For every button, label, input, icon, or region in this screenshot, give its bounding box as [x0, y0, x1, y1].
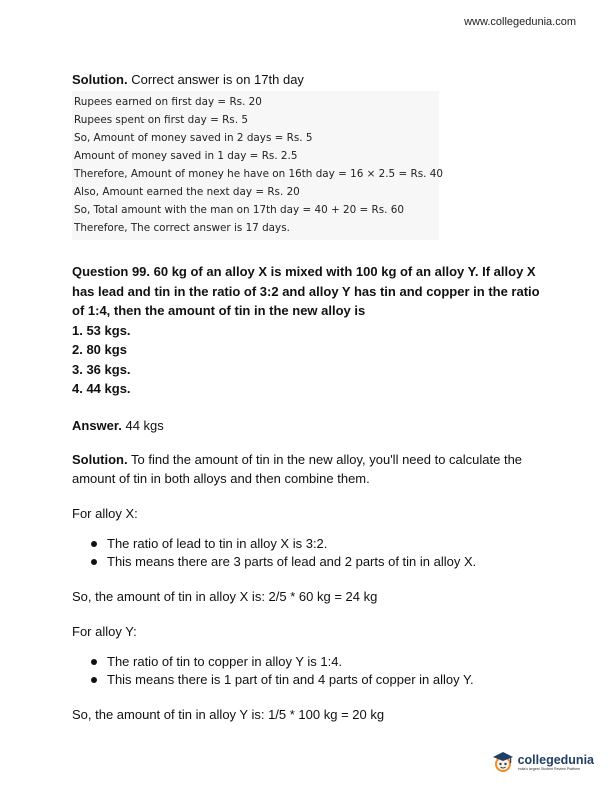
- calc-line: Rupees spent on first day = Rs. 5: [74, 114, 248, 126]
- site-url[interactable]: www.collegedunia.com: [464, 16, 576, 28]
- option-1: 1. 53 kgs.: [72, 322, 131, 338]
- solution-intro-text: To find the amount of tin in the new alloy, you'll need to calculate the amount of tin in both alloys and then combine them.: [72, 451, 523, 486]
- prev-solution-text: Correct answer is on 17th day: [131, 72, 304, 87]
- bullet-item: The ratio of lead to tin in alloy X is 3:2.: [107, 535, 542, 553]
- option-4: 4. 44 kgs.: [72, 381, 131, 396]
- alloy-y-bullets: [72, 653, 542, 689]
- calc-line: So, Amount of money saved in 2 days = Rs. 5: [74, 132, 313, 144]
- calc-line: Therefore, The correct answer is 17 days.: [74, 222, 290, 234]
- answer-value: 44 kgs: [125, 417, 164, 433]
- option-3: 3. 36 kgs.: [72, 361, 131, 377]
- calc-line: Also, Amount earned the next day = Rs. 20: [74, 186, 300, 198]
- collegedunia-logo: [491, 750, 594, 774]
- prev-solution-label: Solution.: [72, 72, 128, 87]
- alloy-y-result: So, the amount of tin in alloy Y is: 1/5 * 100 kg = 20 kg: [72, 706, 385, 722]
- alloy-y-heading: For alloy Y:: [72, 623, 137, 639]
- question-text: Question 99. 60 kg of an alloy X is mixed with 100 kg of an alloy Y. If alloy X has lead and tin in the ratio of 3:2 and alloy Y has tin and copper in the ratio of 1:4, then the amount of tin in the new alloy is: [72, 264, 540, 318]
- prev-solution-heading: [72, 71, 542, 88]
- graduate-mascot-icon: [491, 750, 515, 774]
- calc-line: So, Total amount with the man on 17th day = 40 + 20 = Rs. 60: [74, 204, 404, 216]
- alloy-x-bullets: [72, 535, 542, 571]
- bullet-item: This means there are 3 parts of lead and 2 parts of tin in alloy X.: [107, 553, 542, 571]
- page-content: [72, 71, 542, 724]
- calc-line: Therefore, Amount of money he have on 16th day = 16 × 2.5 = Rs. 40: [74, 168, 443, 180]
- answer-line: [72, 417, 542, 434]
- bullet-item: The ratio of tin to copper in alloy Y is 1:4.: [107, 653, 542, 671]
- calc-line: Rupees earned on first day = Rs. 20: [74, 96, 262, 108]
- alloy-x-heading: For alloy X:: [72, 505, 138, 521]
- question-block: [72, 262, 542, 399]
- logo-text: [518, 753, 594, 772]
- logo-name: collegedunia: [517, 752, 594, 767]
- solution-label: Solution.: [72, 451, 128, 467]
- solution-intro: [72, 450, 542, 488]
- logo-tagline: India's largest Student Review Platform: [517, 766, 581, 771]
- calculation-box: [72, 91, 443, 240]
- option-2: 2. 80 kgs: [72, 342, 127, 357]
- alloy-x-result: So, the amount of tin in alloy X is: 2/5 * 60 kg = 24 kg: [72, 588, 378, 604]
- answer-label: Answer.: [72, 417, 122, 433]
- calc-line: Amount of money saved in 1 day = Rs. 2.5: [74, 150, 298, 162]
- bullet-item: This means there is 1 part of tin and 4 parts of copper in alloy Y.: [107, 671, 542, 689]
